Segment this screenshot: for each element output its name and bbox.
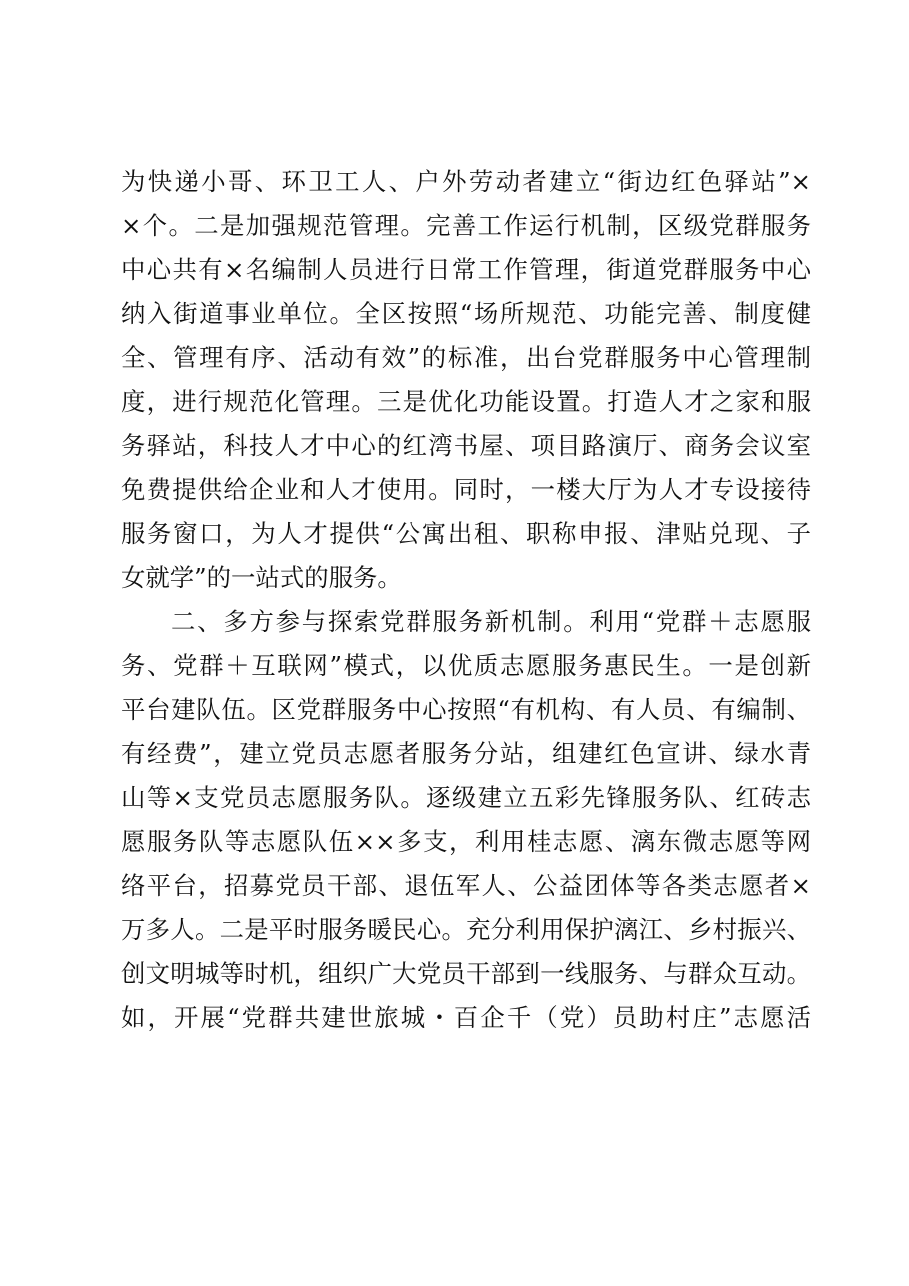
text-line: 创文明城等时机，组织广大党员干部到一线服务、与群众互动。 bbox=[121, 959, 811, 988]
text-line: 免费提供给企业和人才使用。同时，一楼大厅为人才专设接待 bbox=[121, 475, 811, 504]
text-line: ×个。二是加强规范管理。完善工作运行机制，区级党群服务 bbox=[121, 211, 811, 240]
text-line: 务、党群＋互联网”模式，以优质志愿服务惠民生。一是创新 bbox=[121, 651, 811, 680]
text-line: 愿服务队等志愿队伍××多支，利用桂志愿、漓东微志愿等网 bbox=[121, 827, 811, 856]
body-text bbox=[121, 160, 811, 1040]
text-line: 全、管理有序、活动有效”的标准，出台党群服务中心管理制 bbox=[121, 343, 811, 372]
text-line: 为快递小哥、环卫工人、户外劳动者建立“街边红色驿站”× bbox=[121, 167, 811, 196]
text-line: 纳入街道事业单位。全区按照“场所规范、功能完善、制度健 bbox=[121, 299, 811, 328]
text-line: 平台建队伍。区党群服务中心按照“有机构、有人员、有编制、 bbox=[121, 695, 811, 724]
text-line: 如，开展“党群共建世旅城・百企千（党）员助村庄”志愿活 bbox=[121, 1003, 811, 1032]
text-line-indented: 二、多方参与探索党群服务新机制。利用“党群＋志愿服 bbox=[171, 607, 811, 636]
text-line: 万多人。二是平时服务暖民心。充分利用保护漓江、乡村振兴、 bbox=[121, 915, 811, 944]
paragraph-1 bbox=[121, 160, 811, 600]
text-line: 山等×支党员志愿服务队。逐级建立五彩先锋服务队、红砖志 bbox=[121, 783, 811, 812]
text-line-last: 女就学”的一站式的服务。 bbox=[121, 563, 402, 592]
text-line: 度，进行规范化管理。三是优化功能设置。打造人才之家和服 bbox=[121, 387, 811, 416]
paragraph-2 bbox=[121, 600, 811, 1040]
text-line: 中心共有×名编制人员进行日常工作管理，街道党群服务中心 bbox=[121, 255, 811, 284]
text-line: 服务窗口，为人才提供“公寓出租、职称申报、津贴兑现、子 bbox=[121, 519, 811, 548]
text-line: 务驿站，科技人才中心的红湾书屋、项目路演厅、商务会议室 bbox=[121, 431, 811, 460]
text-line: 络平台，招募党员干部、退伍军人、公益团体等各类志愿者× bbox=[121, 871, 811, 900]
text-line: 有经费”，建立党员志愿者服务分站，组建红色宣讲、绿水青 bbox=[121, 739, 811, 768]
